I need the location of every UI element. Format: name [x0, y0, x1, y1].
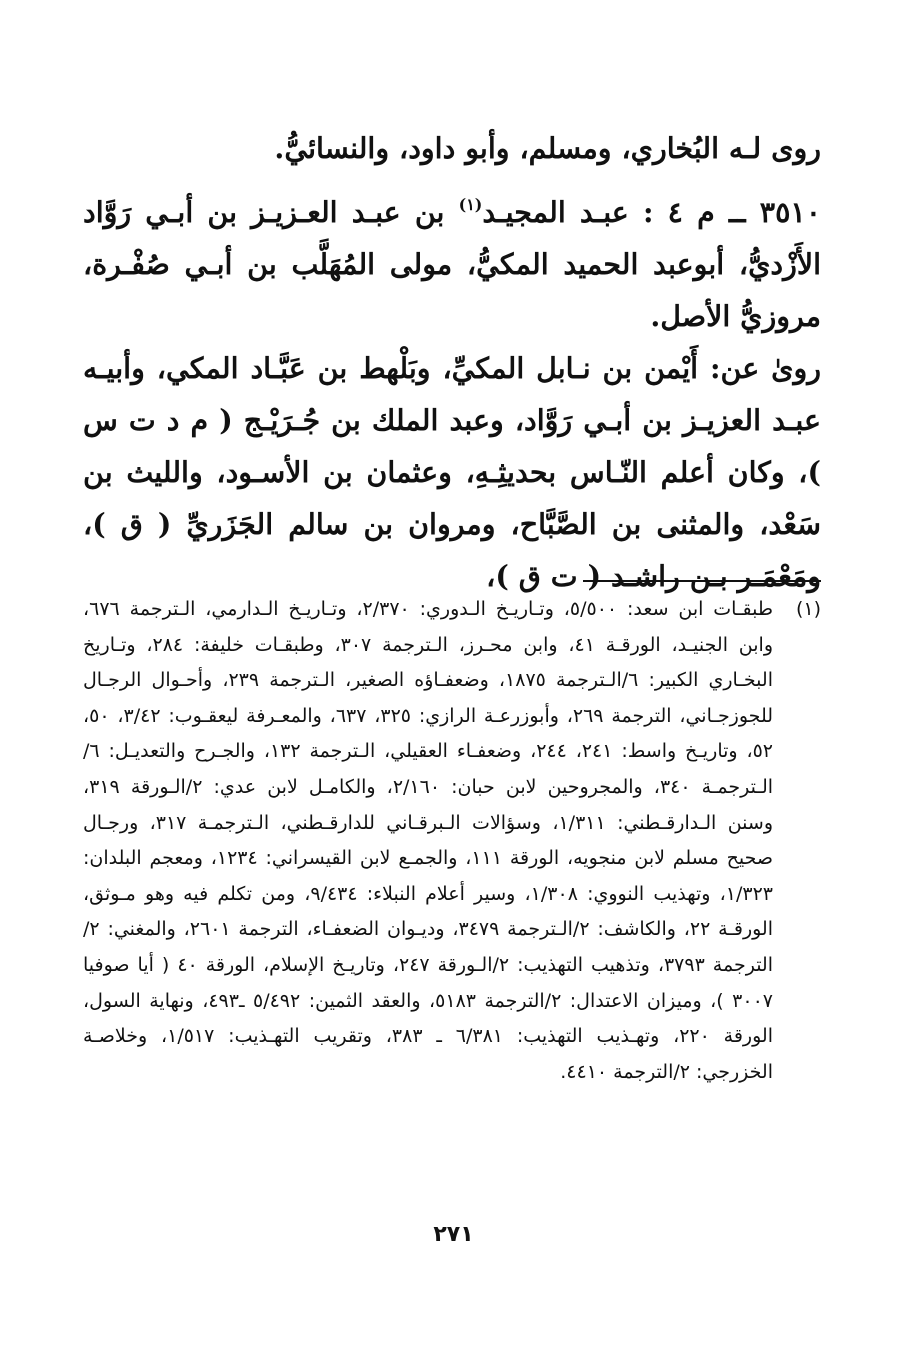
footnote-separator [583, 580, 821, 582]
entry-description: بن عبـد العـزيـز بن أبـي رَوَّاد الأَزْديُّ، أبوعبد الحميد المكيُّ، مولى المُهَلَّب بن أبـي صُفْـرة، مروزيُّ الأصل. [83, 195, 821, 333]
main-text-paragraph-3 [83, 342, 821, 602]
footnote-block [83, 592, 821, 1090]
footnote-text: طبقـات ابن سعد: ٥/٥٠٠، وتـاريـخ الـدوري: ٢/٣٧٠، وتـاريـخ الـدارمي، الـترجمة ٦٧٦، وابن الجنيـد، الورقـة ٤١، وابن محـرز، الـترجمة ٣٠٧، وطبقـات خليفة: ٢٨٤، وتـاريخ البخـاري الكبير: ٦/الـترجمة ١٨٧٥، وضعفـاؤه الصغير، الـترجمة ٢٣٩، وأحـوال الرجـال للجوزجـاني، الترجمة ٢٦٩، وأبوزرعـة الرازي: ٣٢٥، ٦٣٧، والمعـرفة ليعقـوب: ٣/٤٢، ٥٠، ٥٢، وتاريـخ واسط: ٢٤١، ٢٤٤، وضعفـاء العقيلي، الـترجمة ١٣٢، والجـرح والتعديـل: ٦/الـترجمـة ٣٤٠، والمجروحين لابن حبان: ٢/١٦٠، والكامـل لابن عدي: ٢/الـورقة ٣١٩، وسنن الـدارقـطني: ١/٣١١، وسؤالات الـبرقـاني للدارقـطني، الـترجمـة ٣١٧، ورجـال صحيح مسلم لابن منجويه، الورقة ١١١، والجمـع لابن القيسراني: ١٢٣٤، ومعجم البلدان: ١/٣٢٣، وتهذيب النووي: ١/٣٠٨، وسير أعلام النبلاء: ٩/٤٣٤، ومن تكلم فيه وهو مـوثق، الورقـة ٢٢، والكاشف: ٢/الـترجمة ٣٤٧٩، وديـوان الضعفـاء، الترجمة ٢٦٠١، والمغني: ٢/الترجمة ٣٧٩٣، وتذهيب التهذيب: ٢/الـورقة ٢٤٧، وتاريـخ الإسلام، الورقة ٤٠ ( أيا صوفيا ٣٠٠٧ )، وميزان الاعتدال: ٢/الترجمة ٥١٨٣، والعقد الثمين: ٥/٤٩٢ ـ٤٩٣، ونهاية السول، الورقة ٢٢٠، وتهـذيب التهذيب: ٦/٣٨١ ـ ٣٨٣، وتقريب التهـذيب: ١/٥١٧، وخلاصـة الخزرجي: ٢/الترجمة ٤٤١٠. [83, 598, 774, 1083]
main-text-paragraph-1 [83, 122, 821, 174]
footnote-reference[interactable]: (١) [458, 195, 483, 214]
page-number: ٢٧١ [433, 1222, 474, 1247]
main-text-paragraph-2 [83, 186, 821, 342]
footnote-number: (١) [795, 598, 821, 620]
biography-entry [83, 186, 821, 342]
transmitted-from-list: روىٰ عن: أَيْمن بن نـابل المكيِّ، وبَلْهط بن عَبَّـاد المكي، وأبيـه عبـد العزيـز بن أبـي رَوَّاد، وعبد الملك بن جُـرَيْـج ( م د ت س )، وكان أعلم النّـاس بحديثِـهِ، وعثمان بن الأسـود، والليث بن سَعْد، والمثنى بن الصَّبَّاح، ومروان بن سالم الجَزَريِّ ( ق )، ومَعْمَـر بـن راشـد ( ت ق )، [83, 351, 821, 593]
narrators-line: روى لـه البُخاري، ومسلم، وأبو داود، والنسائيُّ. [274, 131, 821, 165]
entry-heading: ٣٥١٠ ــ م ٤ : عبـد المجيـد [482, 195, 821, 229]
